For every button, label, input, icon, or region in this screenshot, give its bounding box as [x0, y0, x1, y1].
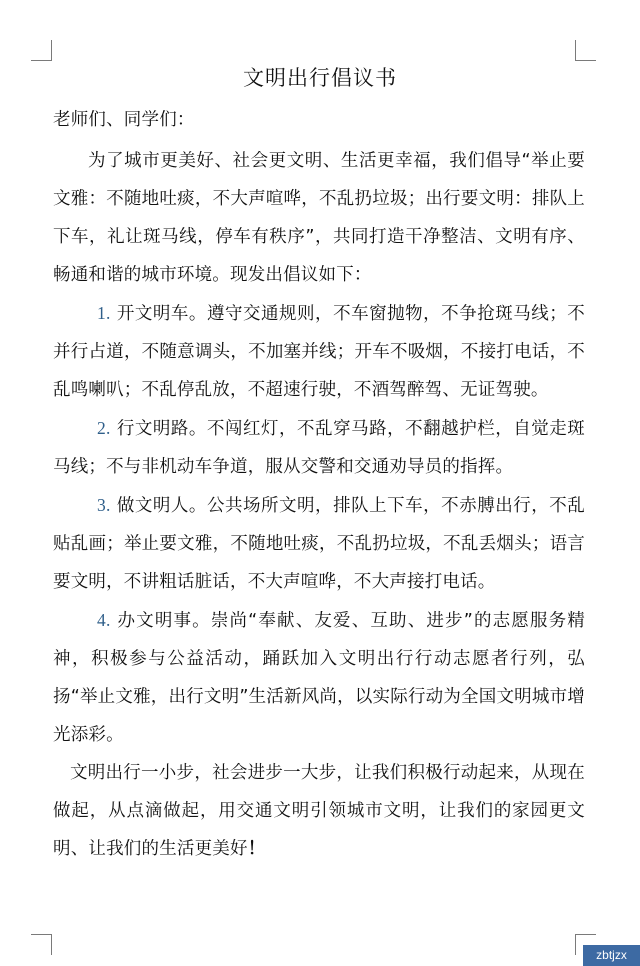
item-text-3: 做文明人。公共场所文明，排队上下车，不赤膊出行，不乱贴乱画；举止要文雅，不随地吐痰，不乱扔垃圾，不乱丢烟头；语言要文明，不讲粗话脏话，不大声喧哗，不大声接打电话。	[53, 496, 585, 592]
closing-exclamation: ！	[247, 839, 266, 859]
intro-paragraph: 为了城市更美好、社会更文明、生活更幸福，我们倡导“举止要文雅：不随地吐痰，不大声喧哗，不乱扔垃圾；出行要文明：排队上下车，礼让斑马线，停车有秩序”，共同打造干净整洁、文明有序、畅通和谐的城市环境。现发出倡议如下：	[53, 151, 585, 285]
closing-text: 文明出行一小步，社会进步一大步，让我们积极行动起来，从现在做起，从点滴做起，用交通文明引领城市文明，让我们的家园更文明、让我们的生活更美好	[53, 763, 585, 859]
site-watermark: zbtjzx	[583, 945, 640, 966]
closing-paragraph	[53, 754, 585, 868]
initiative-item-1	[53, 294, 585, 409]
document-title: 文明出行倡议书	[243, 66, 397, 90]
item-text-1: 开文明车。遵守交通规则，不车窗抛物，不争抢斑马线；不并行占道，不随意调头，不加塞并线；开车不吸烟，不接打电话，不乱鸣喇叭；不乱停乱放，不超速行驶，不酒驾醉驾、无证驾驶。	[53, 304, 585, 400]
initiative-item-2	[53, 409, 585, 486]
item-number-2: 2.	[97, 418, 111, 438]
crop-mark-bottom-left	[31, 934, 52, 955]
initiative-item-3	[53, 486, 585, 601]
initiative-item-4	[53, 601, 585, 754]
item-text-2: 行文明路。不闯红灯，不乱穿马路，不翻越护栏，自觉走斑马线；不与非机动车争道，服从交警和交通劝导员的指挥。	[53, 419, 585, 477]
item-text-4: 办文明事。崇尚“奉献、友爱、互助、进步”的志愿服务精神，积极参与公益活动，踊跃加入文明出行行动志愿者行列，弘扬“举止文雅，出行文明”生活新风尚，以实际行动为全国文明城市增光添彩。	[53, 611, 585, 745]
item-number-3: 3.	[97, 495, 111, 515]
salutation: 老师们、同学们：	[53, 110, 195, 130]
crop-mark-top-right	[575, 40, 596, 61]
crop-mark-top-left	[31, 40, 52, 61]
item-number-1: 1.	[97, 303, 111, 323]
document-body	[53, 142, 585, 868]
item-number-4: 4.	[97, 610, 111, 630]
